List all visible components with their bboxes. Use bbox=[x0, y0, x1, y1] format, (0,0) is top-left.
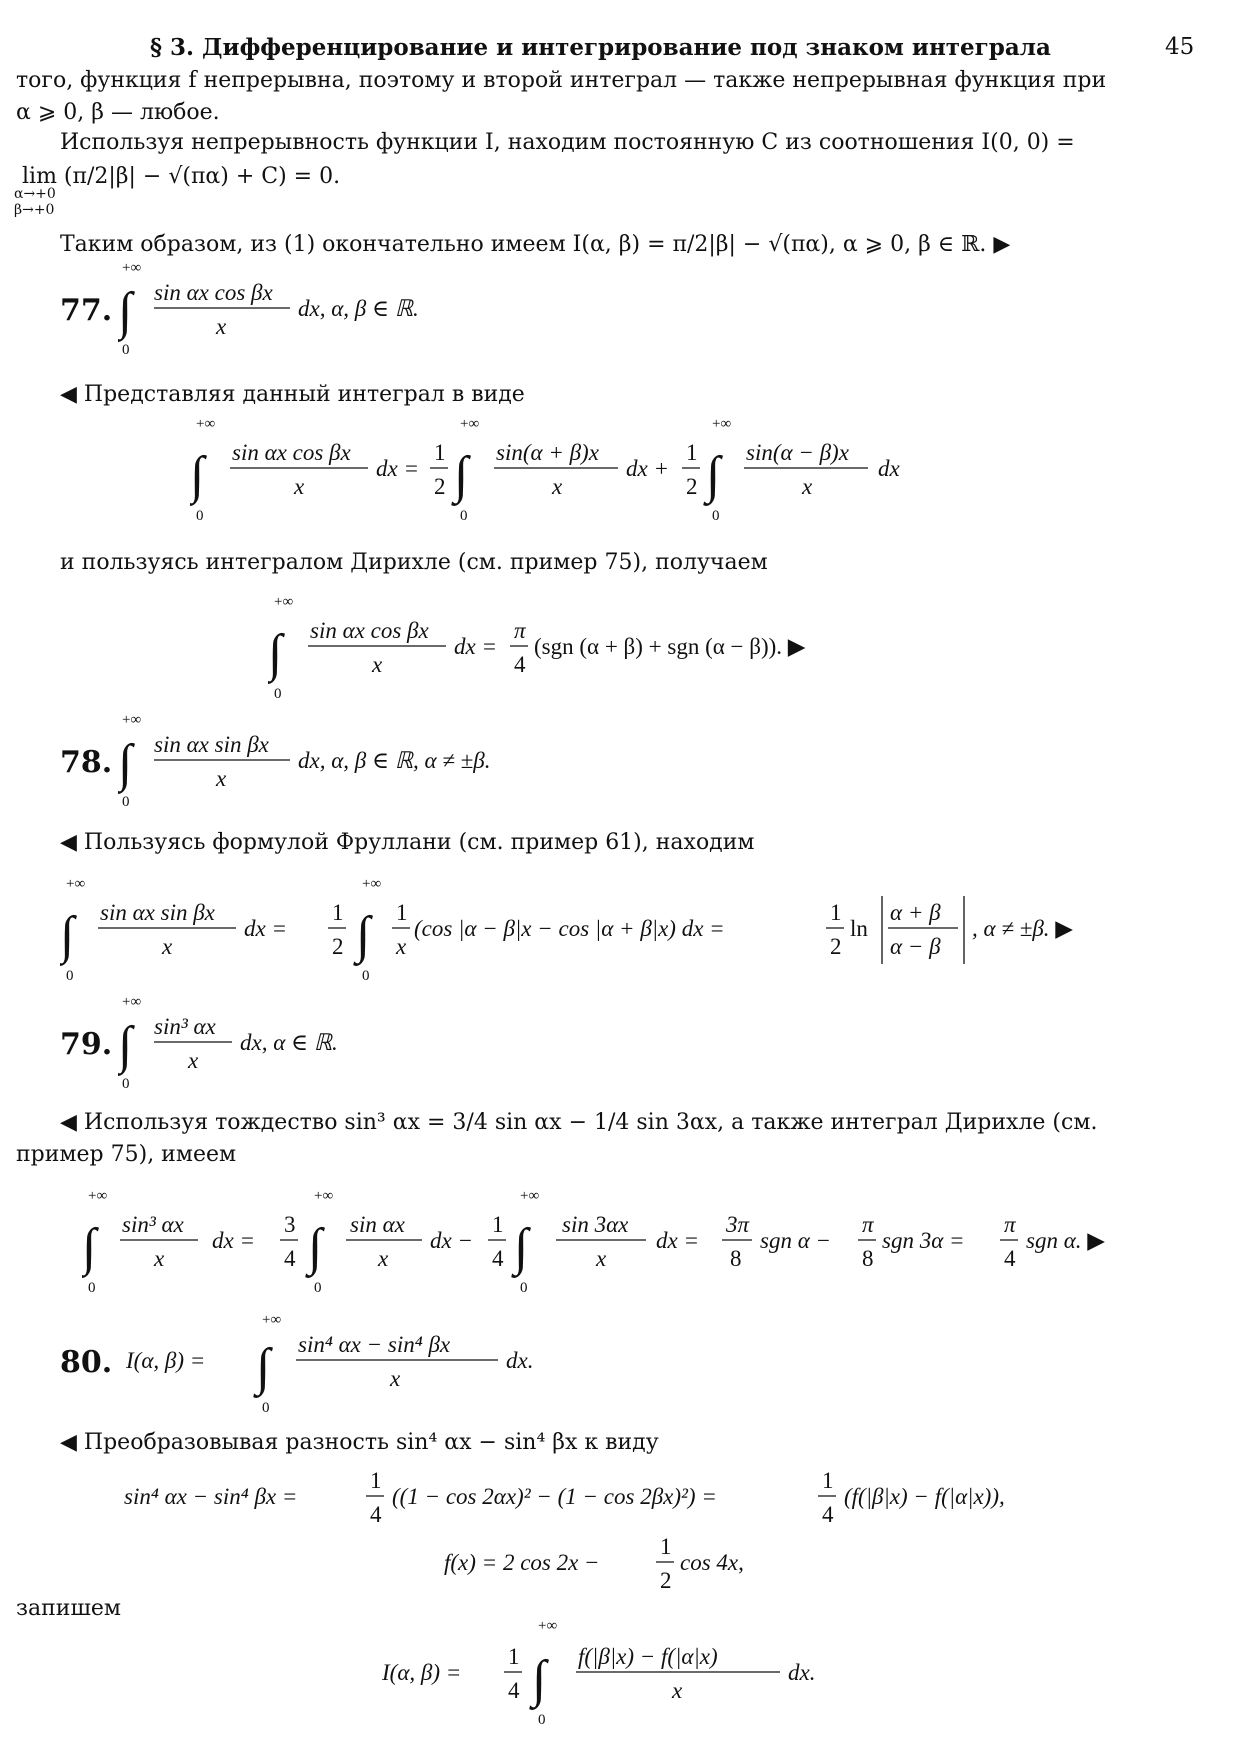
lower-limit: 0 bbox=[122, 342, 130, 358]
svg-text:((1 − cos 2αx)² − (1 − cos 2βx: ((1 − cos 2αx)² − (1 − cos 2βx)²) = bbox=[392, 1484, 717, 1509]
svg-text:1: 1 bbox=[492, 1212, 504, 1237]
svg-text:0: 0 bbox=[196, 508, 204, 524]
svg-text:0: 0 bbox=[88, 1280, 96, 1296]
svg-text:0: 0 bbox=[274, 686, 282, 702]
example-80-statement bbox=[126, 1310, 586, 1420]
example-80-formula1 bbox=[124, 1462, 1104, 1534]
svg-text:∫: ∫ bbox=[308, 1219, 323, 1276]
page-header bbox=[0, 34, 1239, 66]
svg-text:x: x bbox=[162, 934, 173, 959]
svg-text:(cos |α − β|x − cos |α + β|x): (cos |α − β|x − cos |α + β|x) dx = bbox=[414, 916, 725, 941]
svg-text:4: 4 bbox=[508, 1678, 520, 1703]
example-80-formula3 bbox=[382, 1612, 842, 1732]
svg-text:, α ≠ ±β. ▶: , α ≠ ±β. ▶ bbox=[972, 916, 1073, 941]
example-78 bbox=[60, 745, 113, 781]
svg-text:x: x bbox=[216, 766, 227, 791]
svg-text:sin αx sin βx: sin αx sin βx bbox=[100, 900, 215, 925]
svg-text:sin³ αx: sin³ αx bbox=[154, 1014, 216, 1039]
svg-text:π: π bbox=[862, 1212, 874, 1237]
integral-sign: ∫ bbox=[118, 283, 133, 340]
example-79-statement bbox=[118, 992, 478, 1092]
svg-text:1: 1 bbox=[396, 900, 408, 925]
svg-text:0: 0 bbox=[122, 1076, 130, 1092]
svg-text:3: 3 bbox=[284, 1212, 296, 1237]
svg-text:∫: ∫ bbox=[118, 1017, 133, 1074]
example-78-formula bbox=[60, 870, 1180, 990]
svg-text:x: x bbox=[596, 1246, 607, 1271]
svg-text:0: 0 bbox=[362, 968, 370, 984]
svg-text:x: x bbox=[378, 1246, 389, 1271]
svg-text:dx: dx bbox=[878, 456, 900, 481]
example-77-formula2 bbox=[268, 588, 968, 704]
example-77-statement bbox=[118, 258, 538, 358]
svg-text:dx =: dx = bbox=[244, 916, 287, 941]
svg-text:∫: ∫ bbox=[356, 907, 371, 964]
svg-text:x: x bbox=[672, 1678, 683, 1703]
svg-text:f(|β|x) − f(|α|x): f(|β|x) − f(|α|x) bbox=[578, 1644, 718, 1669]
svg-text:x: x bbox=[390, 1366, 401, 1391]
svg-text:0: 0 bbox=[314, 1280, 322, 1296]
svg-text:sin³ αx: sin³ αx bbox=[122, 1212, 184, 1237]
page-number: 45 bbox=[1165, 34, 1195, 60]
svg-text:0: 0 bbox=[520, 1280, 528, 1296]
svg-text:+∞: +∞ bbox=[122, 712, 142, 728]
svg-text:cos 4x,: cos 4x, bbox=[680, 1550, 744, 1575]
example-77-intro: ◀ Представляя данный интеграл в виде bbox=[60, 382, 525, 407]
paragraph-continuation-line1: того, функция f непрерывна, поэтому и второй интеграл — также непрерывная функция при bbox=[16, 68, 1107, 93]
svg-text:x: x bbox=[552, 474, 563, 499]
svg-text:+∞: +∞ bbox=[460, 416, 480, 432]
svg-text:(sgn (α + β) + sgn (α − β)). ▶: (sgn (α + β) + sgn (α − β)). ▶ bbox=[534, 634, 806, 659]
svg-text:x: x bbox=[188, 1048, 199, 1073]
svg-text:4: 4 bbox=[514, 652, 526, 677]
example-80-word: запишем bbox=[16, 1596, 122, 1621]
svg-text:4: 4 bbox=[492, 1246, 504, 1271]
svg-text:sin αx cos βx: sin αx cos βx bbox=[232, 440, 351, 465]
limit-subscript-beta: β→+0 bbox=[14, 202, 55, 218]
svg-text:1: 1 bbox=[370, 1468, 382, 1493]
svg-text:4: 4 bbox=[370, 1502, 382, 1527]
example-78-statement bbox=[118, 710, 678, 810]
example-79-formula bbox=[82, 1182, 1162, 1302]
svg-text:∫: ∫ bbox=[118, 735, 133, 792]
example-79-intro-line1: ◀ Используя тождество sin³ αx = 3/4 sin αx − 1/4 sin 3αx, а также интеграл Дирихле (см. bbox=[60, 1110, 1098, 1135]
svg-text:sin αx cos βx: sin αx cos βx bbox=[310, 618, 429, 643]
svg-text:dx.: dx. bbox=[506, 1348, 534, 1373]
svg-text:sin(α − β)x: sin(α − β)x bbox=[746, 440, 849, 465]
svg-text:sin 3αx: sin 3αx bbox=[562, 1212, 629, 1237]
svg-text:+∞: +∞ bbox=[314, 1188, 334, 1204]
svg-text:∫: ∫ bbox=[532, 1651, 547, 1708]
svg-text:α − β: α − β bbox=[890, 934, 941, 959]
svg-text:0: 0 bbox=[538, 1712, 546, 1728]
svg-text:∫: ∫ bbox=[82, 1219, 97, 1276]
svg-text:+∞: +∞ bbox=[88, 1188, 108, 1204]
example-77-middle: и пользуясь интегралом Дирихле (см. пример 75), получаем bbox=[60, 550, 768, 575]
svg-text:sin αx: sin αx bbox=[350, 1212, 405, 1237]
svg-text:1: 1 bbox=[332, 900, 344, 925]
svg-text:0: 0 bbox=[460, 508, 468, 524]
svg-text:π: π bbox=[514, 618, 526, 643]
svg-text:x: x bbox=[802, 474, 813, 499]
svg-text:(f(|β|x) − f(|α|x)),: (f(|β|x) − f(|α|x)), bbox=[844, 1484, 1005, 1509]
svg-text:+∞: +∞ bbox=[262, 1312, 282, 1328]
example-number: 79. bbox=[60, 1027, 113, 1062]
paragraph-constant-line1: Используя непрерывность функции I, находим постоянную C из соотношения I(0, 0) = bbox=[60, 130, 1075, 155]
svg-text:f(x) = 2 cos 2x −: f(x) = 2 cos 2x − bbox=[444, 1550, 600, 1575]
svg-text:1: 1 bbox=[660, 1534, 672, 1559]
example-77 bbox=[60, 293, 113, 329]
example-number: 80. bbox=[60, 1345, 113, 1380]
svg-text:1: 1 bbox=[686, 440, 698, 465]
svg-text:x: x bbox=[396, 934, 407, 959]
limit-formula: lim (π/2|β| − √(πα) + C) = 0. bbox=[22, 164, 341, 189]
svg-text:ln: ln bbox=[850, 916, 868, 941]
svg-text:dx.: dx. bbox=[788, 1660, 816, 1685]
svg-text:∫: ∫ bbox=[268, 625, 283, 682]
svg-text:sin αx sin βx: sin αx sin βx bbox=[154, 732, 269, 757]
example-number: 77. bbox=[60, 293, 113, 328]
example-77-formula1 bbox=[190, 410, 1010, 530]
svg-text:dx =: dx = bbox=[656, 1228, 699, 1253]
svg-text:0: 0 bbox=[262, 1400, 270, 1416]
svg-text:0: 0 bbox=[712, 508, 720, 524]
svg-text:8: 8 bbox=[730, 1246, 742, 1271]
svg-text:dx, α, β ∈ ℝ, α ≠ ±β.: dx, α, β ∈ ℝ, α ≠ ±β. bbox=[298, 748, 491, 773]
svg-text:sgn α. ▶: sgn α. ▶ bbox=[1026, 1228, 1105, 1253]
svg-text:dx =: dx = bbox=[212, 1228, 255, 1253]
example-80-formula2 bbox=[444, 1528, 824, 1600]
differential: dx, α, β ∈ ℝ. bbox=[298, 296, 419, 321]
svg-text:+∞: +∞ bbox=[66, 876, 86, 892]
svg-text:I(α, β) =: I(α, β) = bbox=[126, 1348, 206, 1373]
example-78-intro: ◀ Пользуясь формулой Фруллани (см. пример 61), находим bbox=[60, 830, 755, 855]
svg-text:2: 2 bbox=[434, 474, 446, 499]
svg-text:sin⁴ αx − sin⁴ βx: sin⁴ αx − sin⁴ βx bbox=[298, 1332, 451, 1357]
upper-limit: +∞ bbox=[122, 260, 142, 276]
svg-text:dx, α ∈ ℝ.: dx, α ∈ ℝ. bbox=[240, 1030, 338, 1055]
svg-text:0: 0 bbox=[66, 968, 74, 984]
svg-text:2: 2 bbox=[332, 934, 344, 959]
svg-text:3π: 3π bbox=[726, 1212, 750, 1237]
svg-text:x: x bbox=[294, 474, 305, 499]
section-title: § 3. Дифференцирование и интегрирование под знаком интеграла bbox=[150, 34, 1051, 61]
svg-text:dx −: dx − bbox=[430, 1228, 473, 1253]
svg-text:x: x bbox=[372, 652, 383, 677]
svg-text:sin⁴ αx − sin⁴ βx =: sin⁴ αx − sin⁴ βx = bbox=[124, 1484, 298, 1509]
svg-text:dx =: dx = bbox=[376, 456, 419, 481]
limit-subscript-alpha: α→+0 bbox=[14, 186, 56, 202]
numerator: sin αx cos βx bbox=[154, 280, 273, 305]
svg-text:sin(α + β)x: sin(α + β)x bbox=[496, 440, 599, 465]
svg-text:+∞: +∞ bbox=[520, 1188, 540, 1204]
example-79 bbox=[60, 1027, 113, 1063]
svg-text:x: x bbox=[154, 1246, 165, 1271]
svg-text:0: 0 bbox=[122, 794, 130, 810]
svg-text:4: 4 bbox=[284, 1246, 296, 1271]
svg-text:+∞: +∞ bbox=[196, 416, 216, 432]
svg-text:2: 2 bbox=[686, 474, 698, 499]
svg-text:sgn α −: sgn α − bbox=[760, 1228, 832, 1253]
example-79-intro-line2: пример 75), имеем bbox=[16, 1142, 237, 1167]
svg-text:8: 8 bbox=[862, 1246, 874, 1271]
svg-text:∫: ∫ bbox=[454, 447, 469, 504]
svg-text:1: 1 bbox=[822, 1468, 834, 1493]
svg-text:dx +: dx + bbox=[626, 456, 669, 481]
svg-text:+∞: +∞ bbox=[362, 876, 382, 892]
paragraph-continuation-line2: α ⩾ 0, β — любое. bbox=[16, 100, 220, 125]
example-number: 78. bbox=[60, 745, 113, 780]
svg-text:+∞: +∞ bbox=[274, 594, 294, 610]
svg-text:+∞: +∞ bbox=[122, 994, 142, 1010]
svg-text:∫: ∫ bbox=[706, 447, 721, 504]
svg-text:+∞: +∞ bbox=[712, 416, 732, 432]
example-80 bbox=[60, 1345, 113, 1381]
svg-text:2: 2 bbox=[660, 1568, 672, 1593]
svg-text:∫: ∫ bbox=[514, 1219, 529, 1276]
svg-text:1: 1 bbox=[508, 1644, 520, 1669]
svg-text:2: 2 bbox=[830, 934, 842, 959]
svg-text:4: 4 bbox=[822, 1502, 834, 1527]
svg-text:∫: ∫ bbox=[60, 907, 75, 964]
svg-text:1: 1 bbox=[434, 440, 446, 465]
denominator: x bbox=[216, 314, 227, 339]
paragraph-result: Таким образом, из (1) окончательно имеем I(α, β) = π/2|β| − √(πα), α ⩾ 0, β ∈ ℝ. ▶ bbox=[60, 232, 1011, 257]
svg-text:∫: ∫ bbox=[190, 447, 205, 504]
svg-text:π: π bbox=[1004, 1212, 1016, 1237]
svg-text:I(α, β) =: I(α, β) = bbox=[382, 1660, 462, 1685]
example-80-intro: ◀ Преобразовывая разность sin⁴ αx − sin⁴ βx к виду bbox=[60, 1430, 659, 1455]
svg-text:sgn 3α =: sgn 3α = bbox=[882, 1228, 965, 1253]
svg-text:α + β: α + β bbox=[890, 900, 941, 925]
svg-text:1: 1 bbox=[830, 900, 842, 925]
svg-text:∫: ∫ bbox=[256, 1339, 271, 1396]
svg-text:+∞: +∞ bbox=[538, 1618, 558, 1634]
svg-text:dx =: dx = bbox=[454, 634, 497, 659]
svg-text:4: 4 bbox=[1004, 1246, 1016, 1271]
